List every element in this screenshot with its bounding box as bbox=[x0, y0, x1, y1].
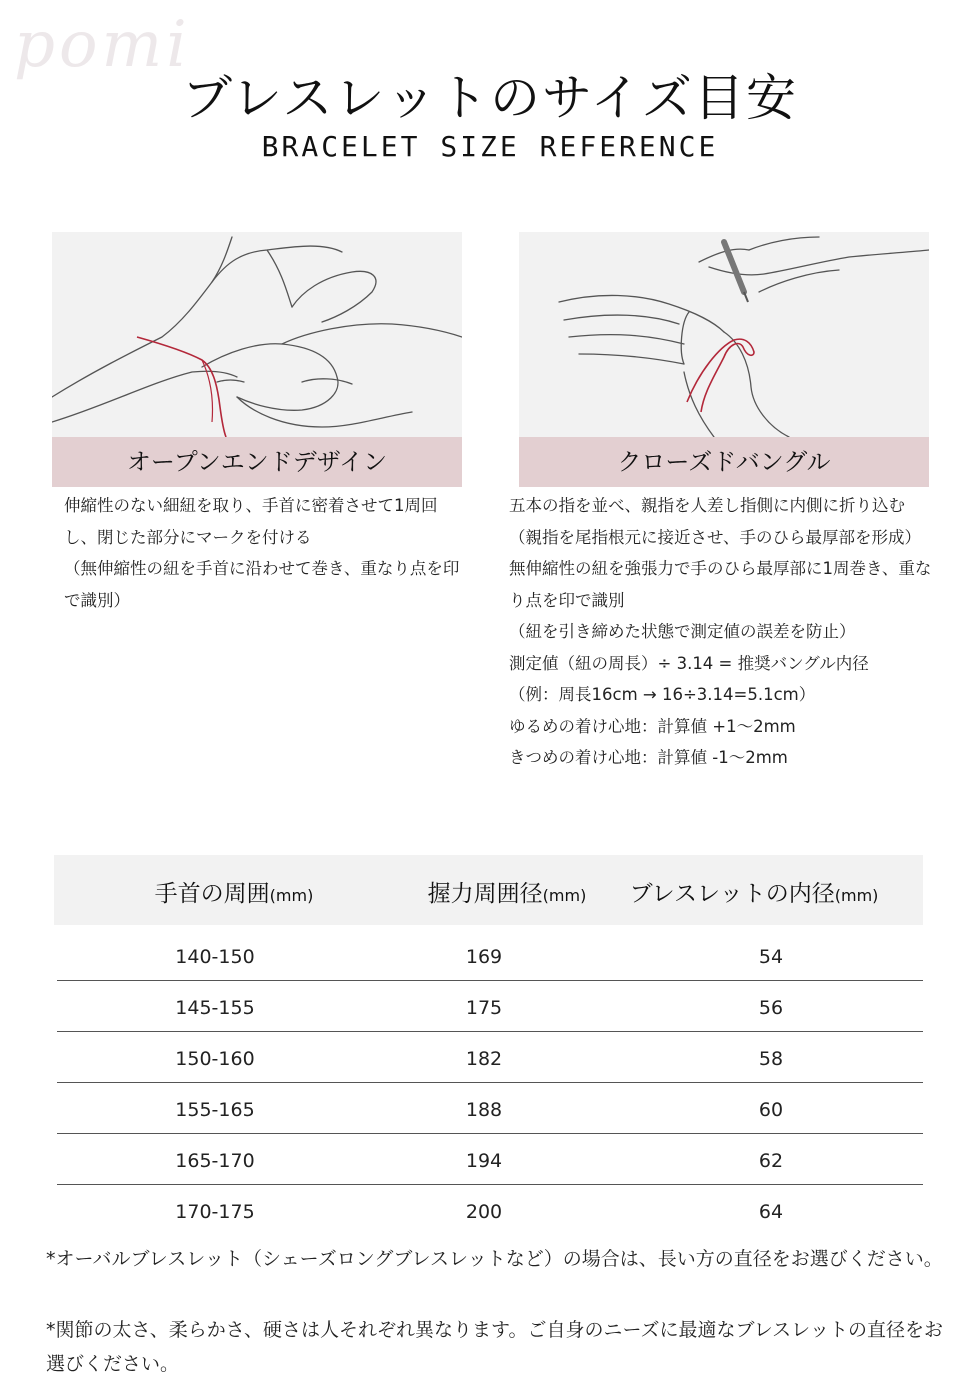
closed-bangle-line: ゆるめの着け心地：計算値 +1〜2mm bbox=[509, 716, 796, 736]
note-oval-bracelet: *オーバルブレスレット（シェーズロングブレスレットなど）の場合は、長い方の直径をお選びください。 bbox=[46, 1248, 943, 1270]
cell-diameter: 62 bbox=[758, 1150, 784, 1172]
cell-diameter: 54 bbox=[758, 946, 784, 968]
wrist-measure-illustration bbox=[52, 232, 462, 437]
cell-diameter: 58 bbox=[758, 1048, 784, 1070]
cell-diameter: 60 bbox=[758, 1099, 784, 1121]
open-end-description bbox=[64, 490, 464, 616]
cell-wrist: 150-160 bbox=[175, 1048, 255, 1070]
size-table-header bbox=[54, 855, 923, 925]
closed-bangle-line: 測定値（紐の周長）÷ 3.14 = 推奨バングル内径 bbox=[509, 653, 869, 673]
cell-grip: 200 bbox=[465, 1201, 503, 1223]
open-end-line: 伸縮性のない細紐を取り、手首に密着させて1周回し、閉じた部分にマークを付ける bbox=[64, 496, 438, 547]
open-end-line: （無伸縮性の紐を手首に沿わせて巻き、重なり点を印で識別） bbox=[64, 559, 460, 610]
cell-wrist: 155-165 bbox=[175, 1099, 255, 1121]
cell-grip: 194 bbox=[465, 1150, 503, 1172]
page-title: ブレスレットのサイズ目安 bbox=[182, 69, 798, 127]
table-row bbox=[57, 981, 923, 1032]
table-row bbox=[57, 1185, 923, 1235]
closed-bangle-line: （紐を引き締めた状態で測定値の誤差を防止） bbox=[509, 622, 856, 641]
cell-wrist: 145-155 bbox=[175, 997, 255, 1019]
note-joint-differences: *関節の太さ、柔らかさ、硬さは人それぞれ異なります。ご自身のニーズに最適なブレスレットの直径をお選びください。 bbox=[46, 1319, 943, 1375]
cell-grip: 169 bbox=[465, 946, 503, 968]
closed-bangle-description bbox=[509, 490, 979, 774]
table-row bbox=[57, 1032, 923, 1083]
cell-wrist: 165-170 bbox=[175, 1150, 255, 1172]
watermark-logo: pomi bbox=[14, 8, 191, 82]
closed-bangle-caption: クローズドバングル bbox=[519, 437, 929, 487]
closed-bangle-line: （親指を尾指根元に接近させ、手のひら最厚部を形成） bbox=[509, 527, 922, 547]
open-end-caption: オープンエンドデザイン bbox=[52, 437, 462, 487]
header-wrist-circumference: 手首の周囲(mm) bbox=[154, 881, 314, 907]
page-subtitle: BRACELET SIZE REFERENCE bbox=[261, 130, 719, 163]
cell-wrist: 170-175 bbox=[175, 1201, 255, 1223]
closed-bangle-line: り点を印で識別 bbox=[509, 590, 625, 610]
closed-bangle-line: 五本の指を並べ、親指を人差し指側に内側に折り込む bbox=[509, 496, 905, 515]
cell-grip: 188 bbox=[465, 1099, 503, 1121]
closed-bangle-line: 無伸縮性の紐を強張力で手のひら最厚部に1周巻き、重な bbox=[509, 559, 932, 578]
cell-diameter: 56 bbox=[758, 997, 784, 1019]
closed-bangle-line: きつめの着け心地：計算値 -1〜2mm bbox=[509, 748, 788, 767]
table-row bbox=[57, 1134, 923, 1185]
cell-grip: 182 bbox=[465, 1048, 503, 1070]
cell-wrist: 140-150 bbox=[175, 946, 255, 968]
cell-grip: 175 bbox=[465, 997, 503, 1019]
header-grip-circumference: 握力周囲径(mm) bbox=[427, 881, 587, 907]
table-row bbox=[57, 1083, 923, 1134]
header-bracelet-inner-diameter: ブレスレットの内径(mm) bbox=[629, 881, 879, 907]
palm-measure-illustration bbox=[519, 232, 929, 437]
cell-diameter: 64 bbox=[758, 1201, 784, 1223]
closed-bangle-line: （例：周長16cm → 16÷3.14=5.1cm） bbox=[509, 685, 816, 704]
table-row bbox=[57, 930, 923, 981]
